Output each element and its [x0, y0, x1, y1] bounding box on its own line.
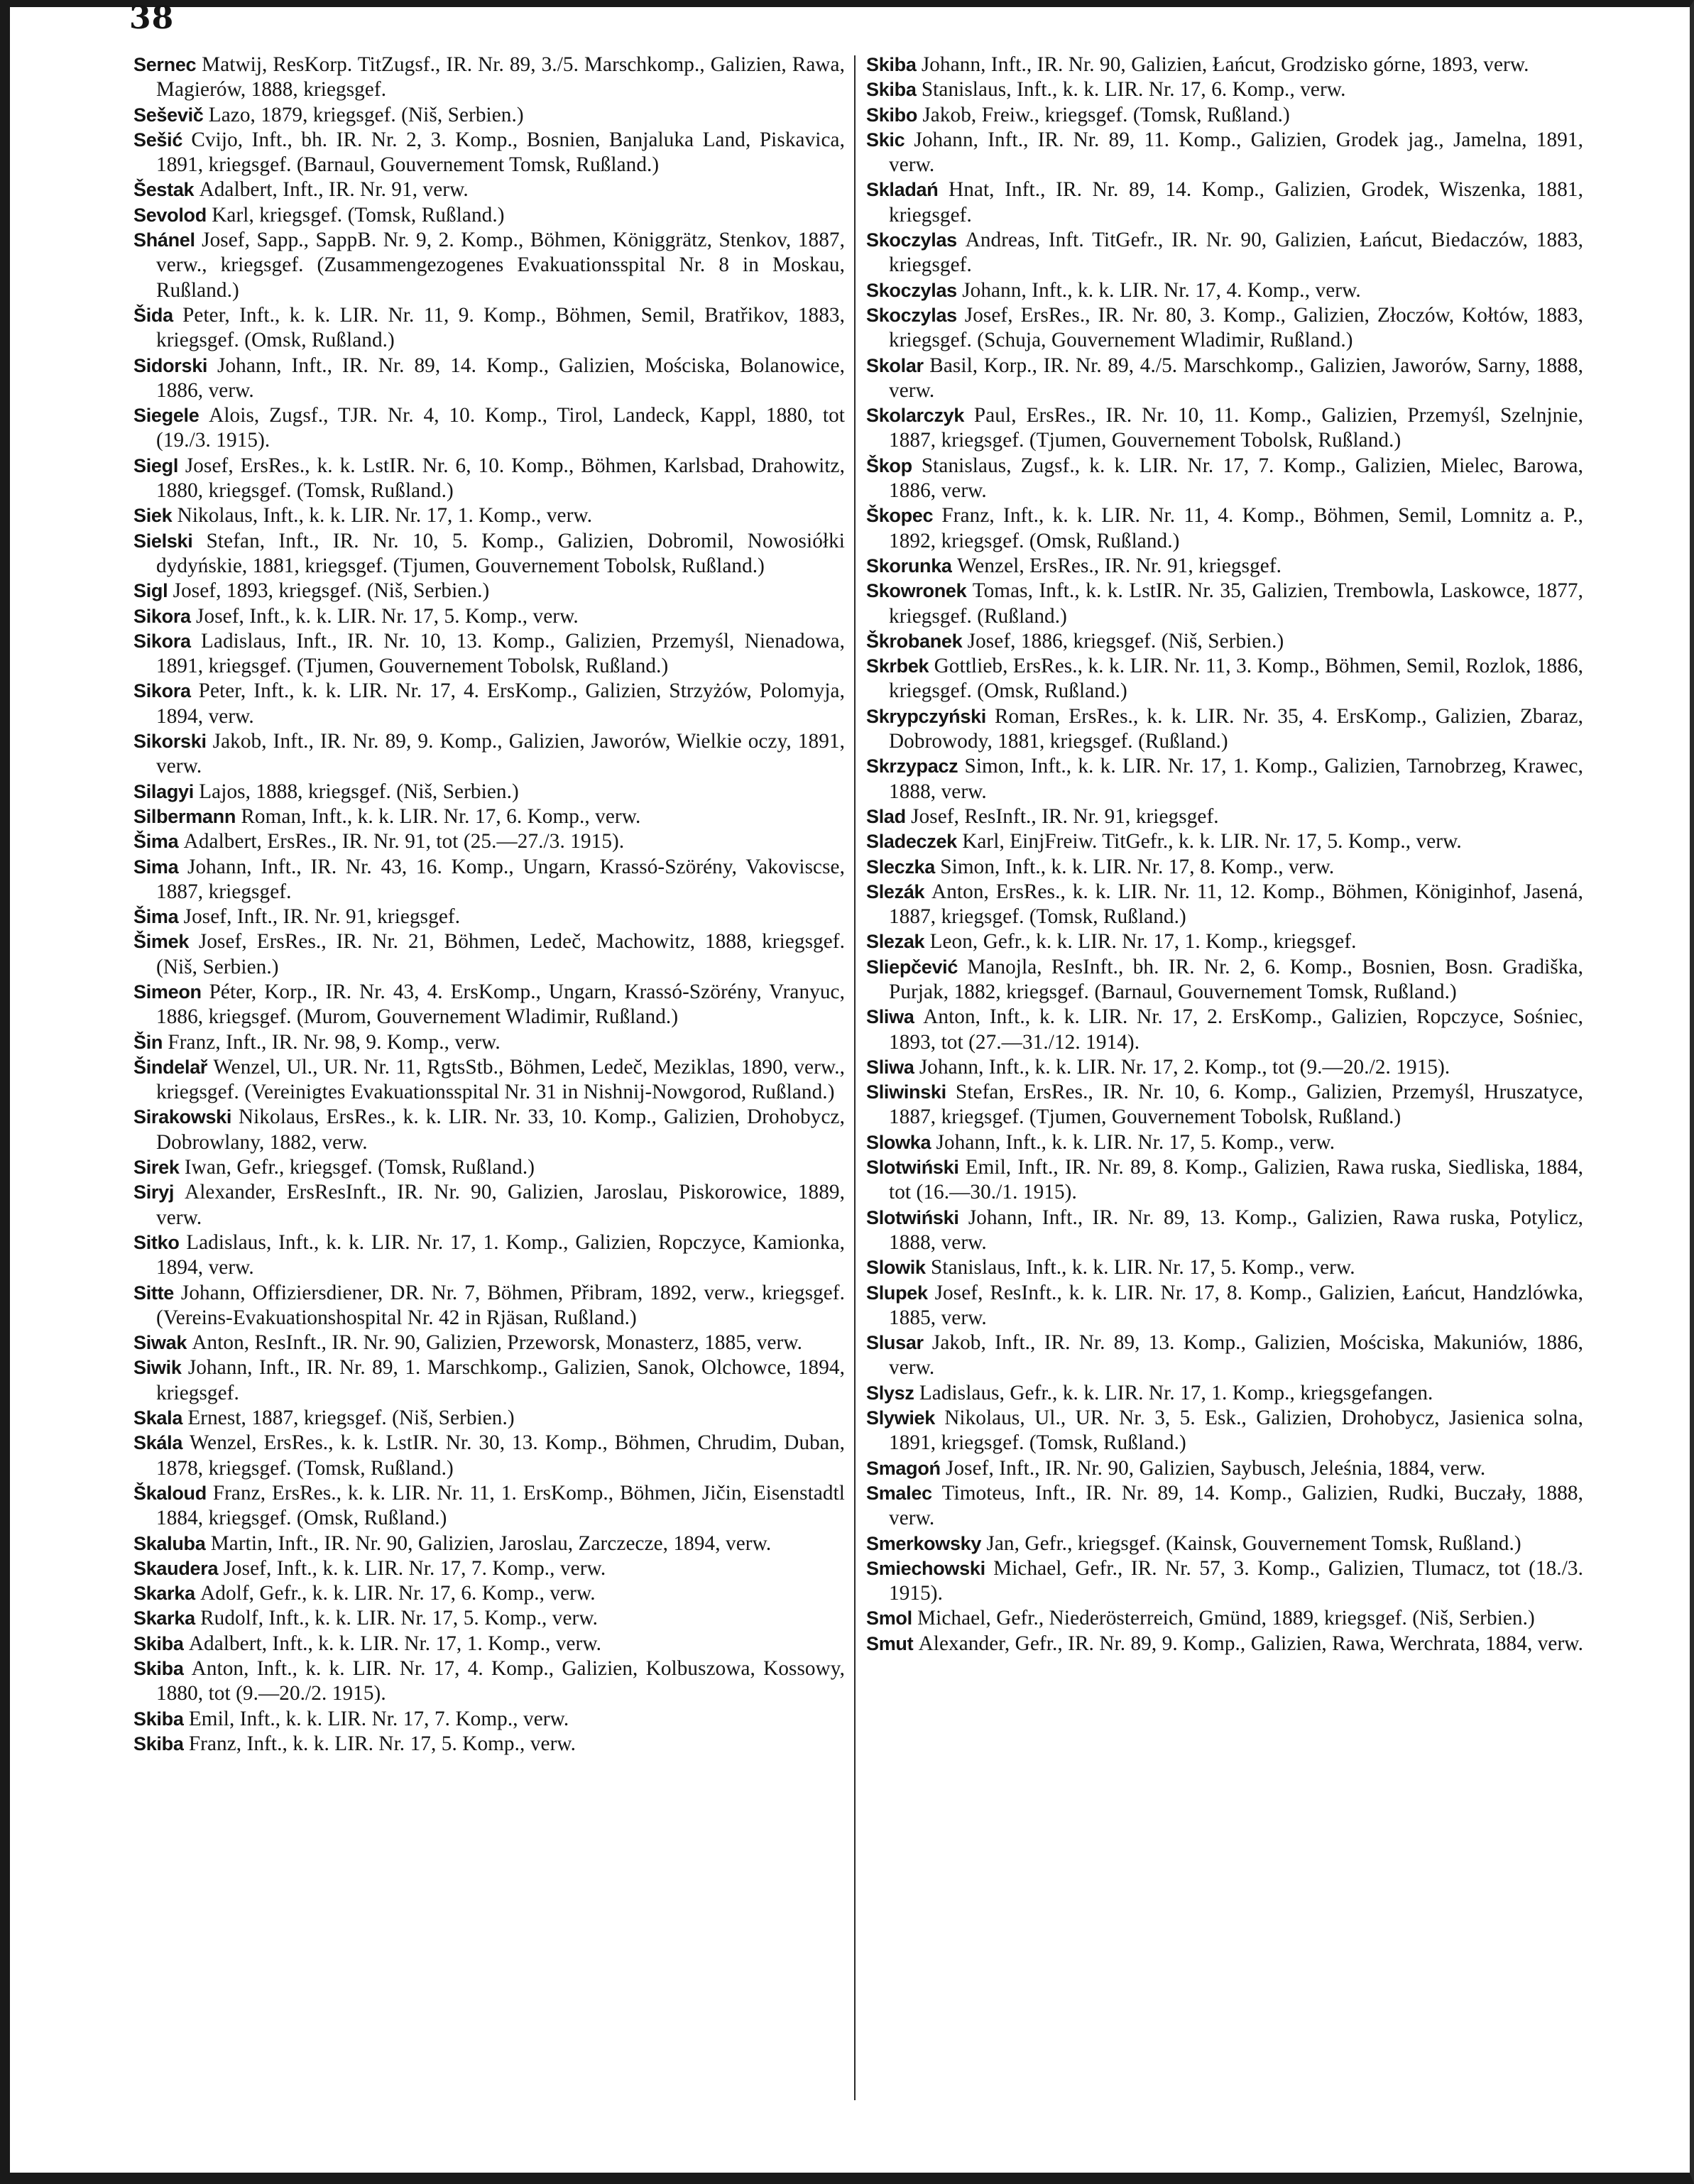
list-entry	[866, 629, 1583, 654]
entry-surname: Shánel	[133, 229, 195, 251]
list-entry	[866, 880, 1583, 930]
entry-surname: Skarka	[133, 1607, 195, 1629]
list-entry	[133, 1481, 845, 1531]
list-entry	[866, 829, 1583, 854]
entry-surname: Slusar	[866, 1332, 924, 1354]
column-divider	[854, 55, 856, 2100]
list-entry	[866, 1456, 1583, 1481]
entry-details: Ladislaus, Inft., k. k. LIR. Nr. 17, 1. Komp., Galizien, Ropczyce, Kamionka, 1894, verw.	[156, 1230, 845, 1279]
entry-details: Roman, Inft., k. k. LIR. Nr. 17, 6. Komp., verw.	[241, 804, 641, 828]
entry-surname: Sliepčević	[866, 956, 958, 978]
entry-details: Péter, Korp., IR. Nr. 43, 4. ErsKomp., Ungarn, Krassó-Szörény, Vranyuc, 1886, kriegsgef. (Murom, Gouvernement Wladimir, Rußland.)	[156, 980, 845, 1029]
entry-details: Michael, Gefr., IR. Nr. 57, 3. Komp., Galizien, Tlumacz, tot (18./3. 1915).	[889, 1556, 1583, 1605]
entry-surname: Sikora	[133, 605, 191, 627]
entry-surname: Siegl	[133, 454, 179, 476]
entry-details: Franz, ErsRes., k. k. LIR. Nr. 11, 1. ErsKomp., Böhmen, Jičin, Eisenstadtl 1884, kriegsgef. (Omsk, Rußland.)	[156, 1481, 846, 1530]
entry-details: Johann, Inft., k. k. LIR. Nr. 17, 2. Komp., tot (9.—20./2. 1915).	[919, 1055, 1450, 1079]
entry-details: Michael, Gefr., Niederösterreich, Gmünd, 1889, kriegsgef. (Niš, Serbien.)	[917, 1607, 1535, 1630]
entry-surname: Sigl	[133, 580, 168, 602]
entry-surname: Šida	[133, 304, 173, 326]
entry-surname: Smiechowski	[866, 1557, 985, 1579]
entry-surname: Sitko	[133, 1231, 180, 1253]
entry-details: Adalbert, Inft., IR. Nr. 91, verw.	[199, 178, 469, 202]
entry-surname: Šestak	[133, 179, 195, 201]
entry-details: Nikolaus, Ul., UR. Nr. 3, 5. Esk., Galizien, Drohobycz, Jasienica solna, 1891, kriegsgef. (Tomsk, Rußland.)	[889, 1407, 1584, 1455]
list-entry	[133, 1030, 845, 1055]
entry-details: Adalbert, ErsRes., IR. Nr. 91, tot (25.—27./3. 1915).	[183, 830, 625, 853]
entry-details: Josef, ErsRes., IR. Nr. 21, Böhmen, Ledeč, Machowitz, 1888, kriegsgef. (Niš, Serbien.)	[156, 930, 845, 978]
entry-details: Johann, Inft., IR. Nr. 89, 13. Komp., Galizien, Rawa ruska, Potylicz, 1888, verw.	[889, 1206, 1583, 1254]
entry-surname: Slad	[866, 805, 906, 827]
entry-surname: Skorunka	[866, 555, 952, 577]
entry-surname: Slotwiński	[866, 1157, 959, 1179]
entry-details: Josef, ResInft., k. k. LIR. Nr. 17, 8. Komp., Galizien, Łańcut, Handzlówka, 1885, verw.	[889, 1281, 1583, 1329]
list-entry	[133, 128, 845, 178]
entry-details: Matwij, ResKorp. TitZugsf., IR. Nr. 89, 3./5. Marschkomp., Galizien, Rawa, Magierów, 1888, kriegsgef.	[156, 53, 846, 102]
list-entry	[133, 103, 845, 128]
list-entry	[866, 1406, 1583, 1456]
entry-surname: Siryj	[133, 1181, 175, 1203]
entry-surname: Skiba	[866, 79, 917, 101]
entry-details: Wenzel, ErsRes., IR. Nr. 91, kriegsgef.	[956, 554, 1282, 577]
list-entry	[133, 905, 845, 929]
entry-details: Franz, Inft., k. k. LIR. Nr. 17, 5. Komp., verw.	[188, 1732, 576, 1755]
entry-surname: Skarka	[133, 1583, 195, 1605]
entry-surname: Skrzypacz	[866, 755, 958, 777]
entry-surname: Sidorski	[133, 354, 208, 376]
list-entry	[866, 178, 1583, 228]
entry-details: Basil, Korp., IR. Nr. 89, 4./5. Marschkomp., Galizien, Jaworów, Sarny, 1888, verw.	[889, 354, 1584, 402]
entry-details: Stanislaus, Inft., k. k. LIR. Nr. 17, 6. Komp., verw.	[921, 78, 1346, 102]
entry-surname: Slotwiński	[866, 1206, 959, 1228]
entry-surname: Skoczylas	[866, 279, 957, 301]
list-entry	[133, 1230, 845, 1281]
entry-details: Johann, Inft., IR. Nr. 90, Galizien, Łańcut, Grodzisko górne, 1893, verw.	[921, 53, 1529, 76]
list-entry	[866, 103, 1583, 128]
entry-details: Franz, Inft., k. k. LIR. Nr. 11, 4. Komp., Böhmen, Semil, Lomnitz a. P., 1892, kriegsgef. (Omsk, Rußland.)	[889, 504, 1584, 552]
entry-surname: Skiba	[866, 54, 917, 75]
entry-details: Jakob, Inft., IR. Nr. 89, 9. Komp., Galizien, Jaworów, Wielkie oczy, 1891, verw.	[156, 730, 846, 778]
entry-details: Josef, Inft., IR. Nr. 90, Galizien, Saybusch, Jeleśnia, 1884, verw.	[946, 1456, 1486, 1480]
list-entry	[866, 554, 1583, 579]
entry-surname: Siegele	[133, 405, 200, 427]
entry-surname: Sikora	[133, 680, 191, 702]
list-entry	[866, 1531, 1583, 1556]
entry-surname: Škrobanek	[866, 630, 963, 652]
entry-details: Johann, Inft., IR. Nr. 89, 14. Komp., Galizien, Mościska, Bolanowice, 1886, verw.	[156, 354, 845, 402]
list-entry	[866, 804, 1583, 829]
list-entry	[133, 454, 845, 504]
entry-details: Simon, Inft., k. k. LIR. Nr. 17, 8. Komp., verw.	[940, 855, 1335, 878]
list-entry	[133, 1281, 845, 1331]
list-entry	[133, 203, 845, 228]
entry-details: Jakob, Inft., IR. Nr. 89, 13. Komp., Galizien, Mościska, Makuniów, 1886, verw.	[889, 1331, 1583, 1380]
entry-surname: Slowka	[866, 1131, 931, 1153]
entry-surname: Skoczylas	[866, 304, 957, 326]
entry-surname: Skrbek	[866, 655, 929, 677]
entry-details: Anton, ResInft., IR. Nr. 90, Galizien, Przeworsk, Monasterz, 1885, verw.	[192, 1331, 803, 1355]
entry-details: Alois, Zugsf., TJR. Nr. 4, 10. Komp., Tirol, Landeck, Kappl, 1880, tot (19./3. 1915).	[156, 404, 846, 452]
entry-surname: Šima	[133, 831, 179, 853]
list-entry	[133, 53, 845, 103]
list-entry	[866, 1206, 1583, 1256]
list-entry	[866, 1281, 1583, 1331]
entry-surname: Slysz	[866, 1382, 914, 1404]
entry-surname: Skala	[133, 1407, 183, 1429]
entry-details: Ladislaus, Inft., IR. Nr. 10, 13. Komp., Galizien, Przemyśl, Nienadowa, 1891, kriegsgef. (Tjumen, Gouvernement Tobolsk, Rußland.)	[156, 629, 845, 678]
list-entry	[133, 1180, 845, 1230]
entry-surname: Slezák	[866, 880, 925, 902]
list-entry	[133, 403, 845, 454]
entry-details: Karl, kriegsgef. (Tomsk, Rußland.)	[212, 203, 505, 226]
entry-surname: Skolarczyk	[866, 405, 965, 427]
entry-surname: Šimek	[133, 931, 190, 953]
entry-details: Josef, ErsRes., k. k. LstIR. Nr. 6, 10. Komp., Böhmen, Karlsbad, Drahowitz, 1880, kriegsgef. (Tomsk, Rußland.)	[156, 454, 845, 503]
list-entry	[133, 829, 845, 854]
list-entry	[133, 1556, 845, 1581]
entry-surname: Skowronek	[866, 580, 967, 602]
entry-details: Johann, Inft., k. k. LIR. Nr. 17, 5. Komp., verw.	[936, 1130, 1335, 1154]
entry-details: Hnat, Inft., IR. Nr. 89, 14. Komp., Galizien, Grodek, Wiszenka, 1881, kriegsgef.	[889, 178, 1584, 226]
list-entry	[133, 1406, 845, 1431]
entry-details: Stefan, ErsRes., IR. Nr. 10, 6. Komp., Galizien, Przemyśl, Hruszatyce, 1887, kriegsgef. (Tjumen, Gouvernement Tobolsk, Rußland.)	[889, 1081, 1584, 1129]
entry-surname: Sevolod	[133, 204, 207, 226]
list-entry	[133, 1055, 845, 1105]
entry-surname: Smol	[866, 1607, 912, 1629]
list-entry	[133, 604, 845, 629]
list-entry	[133, 780, 845, 804]
list-entry	[866, 579, 1583, 629]
entry-details: Karl, EinjFreiw. TitGefr., k. k. LIR. Nr. 17, 5. Komp., verw.	[962, 830, 1462, 853]
list-entry	[866, 77, 1583, 102]
list-entry	[866, 1381, 1583, 1406]
entry-details: Emil, Inft., k. k. LIR. Nr. 17, 7. Komp., verw.	[188, 1707, 569, 1730]
entry-details: Peter, Inft., k. k. LIR. Nr. 11, 9. Komp., Böhmen, Semil, Bratřikov, 1883, kriegsgef. (Omsk, Rußland.)	[156, 303, 845, 352]
entry-details: Alexander, Gefr., IR. Nr. 89, 9. Komp., Galizien, Rawa, Werchrata, 1884, verw.	[918, 1632, 1583, 1655]
list-entry	[866, 1331, 1583, 1381]
entry-surname: Smerkowsky	[866, 1532, 982, 1554]
entry-surname: Slywiek	[866, 1407, 935, 1429]
entry-details: Stanislaus, Inft., k. k. LIR. Nr. 17, 5. Komp., verw.	[931, 1256, 1355, 1279]
list-entry	[866, 454, 1583, 504]
list-entry	[866, 855, 1583, 880]
list-entry	[866, 303, 1583, 354]
list-entry	[133, 1632, 845, 1656]
list-entry	[866, 1556, 1583, 1607]
list-entry	[133, 729, 845, 780]
entry-surname: Skiba	[133, 1658, 184, 1679]
list-entry	[866, 228, 1583, 278]
entry-surname: Skaudera	[133, 1557, 219, 1579]
entry-surname: Skrypczyński	[866, 705, 986, 727]
entry-details: Stefan, Inft., IR. Nr. 10, 5. Komp., Galizien, Dobromil, Nowosiółki dydyńskie, 1881, kriegsgef. (Tjumen, Gouvernement Tobolsk, Rußland.)	[156, 529, 845, 577]
entry-details: Johann, Inft., k. k. LIR. Nr. 17, 4. Komp., verw.	[962, 278, 1361, 302]
entry-surname: Sešić	[133, 129, 183, 151]
page-number: 38	[129, 0, 175, 36]
entry-details: Cvijo, Inft., bh. IR. Nr. 2, 3. Komp., Bosnien, Banjaluka Land, Piskavica, 1891, kriegsgef. (Barnaul, Gouvernement Tomsk, Rußland.)	[156, 128, 845, 177]
entry-details: Johann, Inft., IR. Nr. 89, 11. Komp., Galizien, Grodek jag., Jamelna, 1891, verw.	[889, 128, 1584, 177]
entry-details: Nikolaus, Inft., k. k. LIR. Nr. 17, 1. Komp., verw.	[177, 504, 593, 528]
list-entry	[133, 1581, 845, 1606]
entry-details: Iwan, Gefr., kriegsgef. (Tomsk, Rußland.)	[184, 1156, 535, 1179]
entry-surname: Siwik	[133, 1357, 182, 1379]
entry-surname: Sirakowski	[133, 1106, 232, 1128]
entry-details: Johann, Inft., IR. Nr. 89, 1. Marschkomp., Galizien, Sanok, Olchowce, 1894, kriegsgef.	[156, 1356, 846, 1404]
entry-details: Gottlieb, ErsRes., k. k. LIR. Nr. 11, 3. Komp., Böhmen, Semil, Rozlok, 1886, kriegsgef. (Omsk, Rußland.)	[889, 655, 1583, 703]
entry-surname: Skála	[133, 1432, 183, 1454]
entry-surname: Sirek	[133, 1157, 180, 1179]
list-entry	[133, 1732, 845, 1757]
entry-surname: Skiba	[133, 1732, 184, 1754]
entry-surname: Sikorski	[133, 731, 207, 753]
list-entry	[133, 1707, 845, 1732]
list-entry	[133, 228, 845, 303]
entry-surname: Sliwinski	[866, 1081, 946, 1103]
right-column	[866, 53, 1583, 1656]
entry-details: Simon, Inft., k. k. LIR. Nr. 17, 1. Komp., Galizien, Tarnobrzeg, Krawec, 1888, verw.	[889, 755, 1584, 803]
list-entry	[866, 1130, 1583, 1155]
list-entry	[133, 1531, 845, 1556]
list-entry	[866, 354, 1583, 404]
entry-surname: Skladań	[866, 179, 939, 201]
left-column	[133, 53, 845, 1757]
list-entry	[133, 1431, 845, 1481]
entry-surname: Sima	[133, 856, 179, 878]
entry-details: Alexander, ErsResInft., IR. Nr. 90, Galizien, Jaroslau, Piskorowice, 1889, verw.	[156, 1181, 846, 1229]
list-entry	[133, 1105, 845, 1155]
entry-surname: Smalec	[866, 1482, 932, 1504]
entry-details: Lazo, 1879, kriegsgef. (Niš, Serbien.)	[208, 103, 524, 126]
list-entry	[133, 529, 845, 579]
entry-details: Leon, Gefr., k. k. LIR. Nr. 17, 1. Komp., kriegsgef.	[929, 930, 1357, 954]
entry-surname: Škopec	[866, 505, 934, 527]
entry-details: Ladislaus, Gefr., k. k. LIR. Nr. 17, 1. Komp., kriegsgefangen.	[919, 1381, 1433, 1404]
entry-details: Josef, 1893, kriegsgef. (Niš, Serbien.)	[173, 579, 490, 603]
entry-surname: Slezak	[866, 931, 925, 953]
list-entry	[866, 1055, 1583, 1080]
list-entry	[866, 403, 1583, 454]
entry-details: Stanislaus, Zugsf., k. k. LIR. Nr. 17, 7. Komp., Galizien, Mielec, Barowa, 1886, verw.	[889, 454, 1583, 503]
entry-details: Jan, Gefr., kriegsgef. (Kainsk, Gouvernement Tomsk, Rußland.)	[986, 1531, 1521, 1555]
entry-surname: Slupek	[866, 1282, 928, 1304]
entry-details: Josef, Inft., k. k. LIR. Nr. 17, 7. Komp., verw.	[223, 1556, 606, 1580]
list-entry	[133, 303, 845, 354]
entry-surname: Sielski	[133, 530, 193, 552]
entry-details: Johann, Offiziersdiener, DR. Nr. 7, Böhmen, Přibram, 1892, verw., kriegsgef. (Vereins-Evakuationshospital Nr. 42 in Rjäsan, Rußland.)	[156, 1281, 846, 1329]
entry-details: Rudolf, Inft., k. k. LIR. Nr. 17, 5. Komp., verw.	[200, 1607, 599, 1630]
entry-details: Tomas, Inft., k. k. LstIR. Nr. 35, Galizien, Trembowla, Laskowce, 1877, kriegsgef. (Rußland.)	[889, 579, 1584, 628]
entry-surname: Sernec	[133, 54, 197, 75]
entry-surname: Skiba	[133, 1708, 184, 1730]
list-entry	[133, 980, 845, 1030]
entry-details: Peter, Inft., k. k. LIR. Nr. 17, 4. ErsKomp., Galizien, Strzyżów, Polomyja, 1894, verw.	[156, 679, 845, 728]
list-entry	[866, 654, 1583, 704]
entry-surname: Siek	[133, 505, 173, 527]
entry-surname: Skibo	[866, 104, 918, 126]
list-entry	[866, 1155, 1583, 1206]
entry-details: Jakob, Freiw., kriegsgef. (Tomsk, Rußland.)	[922, 103, 1290, 126]
entry-surname: Smagoń	[866, 1457, 941, 1479]
entry-details: Paul, ErsRes., IR. Nr. 10, 11. Komp., Galizien, Przemyśl, Szelnjnie, 1887, kriegsgef. (Tjumen, Gouvernement Tobolsk, Rußland.)	[889, 404, 1583, 452]
list-entry	[866, 1632, 1583, 1656]
entry-details: Andreas, Inft. TitGefr., IR. Nr. 90, Galizien, Łańcut, Biedaczów, 1883, kriegsgef.	[889, 229, 1584, 277]
list-entry	[866, 1080, 1583, 1130]
list-entry	[866, 503, 1583, 554]
entry-surname: Skic	[866, 129, 905, 151]
entry-details: Josef, Inft., IR. Nr. 91, kriegsgef.	[183, 905, 461, 929]
entry-details: Wenzel, Ul., UR. Nr. 11, RgtsStb., Böhmen, Ledeč, Meziklas, 1890, verw., kriegsgef. (Vereinigtes Evakuationsspital Nr. 31 in Nishnij-Nowgorod, Rußland.)	[156, 1055, 845, 1104]
entry-surname: Škop	[866, 454, 912, 476]
entry-surname: Silagyi	[133, 780, 194, 802]
entry-surname: Sikora	[133, 630, 191, 652]
entry-surname: Skolar	[866, 354, 924, 376]
list-entry	[133, 1155, 845, 1180]
entry-details: Johann, Inft., IR. Nr. 43, 16. Komp., Ungarn, Krassó-Szörény, Vakoviscse, 1887, kriegsgef.	[156, 855, 845, 903]
list-entry	[133, 929, 845, 980]
list-entry	[866, 278, 1583, 303]
list-entry	[866, 1606, 1583, 1631]
entry-details: Ernest, 1887, kriegsgef. (Niš, Serbien.)	[187, 1407, 515, 1430]
entry-surname: Sliwa	[866, 1006, 914, 1028]
list-entry	[133, 1331, 845, 1355]
entry-details: Adalbert, Inft., k. k. LIR. Nr. 17, 1. Komp., verw.	[188, 1632, 602, 1655]
list-entry	[133, 1656, 845, 1707]
entry-surname: Skoczylas	[866, 229, 957, 251]
entry-surname: Seševič	[133, 104, 204, 126]
entry-surname: Šindelař	[133, 1056, 208, 1078]
entry-surname: Smut	[866, 1632, 914, 1654]
list-entry	[866, 704, 1583, 755]
entry-details: Nikolaus, ErsRes., k. k. LIR. Nr. 33, 10. Komp., Galizien, Drohobycz, Dobrowlany, 1882, verw.	[156, 1105, 845, 1154]
entry-surname: Skiba	[133, 1632, 184, 1654]
list-entry	[866, 955, 1583, 1005]
list-entry	[866, 1005, 1583, 1055]
list-entry	[133, 629, 845, 679]
entry-surname: Sitte	[133, 1282, 175, 1304]
entry-details: Josef, Sapp., SappB. Nr. 9, 2. Komp., Böhmen, Königgrätz, Stenkov, 1887, verw., kriegsgef. (Zusammengezogenes Evakuationsspital Nr. 8 in Moskau, Rußland.)	[156, 229, 845, 302]
entry-details: Josef, 1886, kriegsgef. (Niš, Serbien.)	[967, 629, 1284, 653]
entry-details: Lajos, 1888, kriegsgef. (Niš, Serbien.)	[199, 780, 519, 803]
list-entry	[133, 804, 845, 829]
list-entry	[866, 1481, 1583, 1531]
list-entry	[133, 1606, 845, 1631]
entry-surname: Sladeczek	[866, 831, 957, 853]
list-entry	[133, 503, 845, 528]
entry-details: Timoteus, Inft., IR. Nr. 89, 14. Komp., Galizien, Rudki, Buczały, 1888, verw.	[889, 1481, 1584, 1530]
entry-surname: Sleczka	[866, 856, 935, 878]
list-entry	[866, 754, 1583, 804]
entry-details: Adolf, Gefr., k. k. LIR. Nr. 17, 6. Komp., verw.	[200, 1582, 596, 1605]
entry-details: Anton, ErsRes., k. k. LIR. Nr. 11, 12. Komp., Böhmen, Königinhof, Jasená, 1887, kriegsgef. (Tomsk, Rußland.)	[889, 880, 1583, 929]
entry-details: Roman, ErsRes., k. k. LIR. Nr. 35, 4. ErsKomp., Galizien, Zbaraz, Dobrowody, 1881, kriegsgef. (Rußland.)	[889, 704, 1584, 753]
entry-details: Anton, Inft., k. k. LIR. Nr. 17, 2. ErsKomp., Galizien, Ropczyce, Sośniec, 1893, tot (27.—31./12. 1914).	[889, 1005, 1583, 1054]
list-entry	[133, 855, 845, 905]
list-entry	[133, 579, 845, 604]
list-entry	[133, 679, 845, 729]
entry-details: Wenzel, ErsRes., k. k. LstIR. Nr. 30, 13. Komp., Böhmen, Chrudim, Duban, 1878, kriegsgef. (Tomsk, Rußland.)	[156, 1431, 846, 1480]
entry-details: Josef, ResInft., IR. Nr. 91, kriegsgef.	[911, 804, 1219, 828]
entry-details: Emil, Inft., IR. Nr. 89, 8. Komp., Galizien, Rawa ruska, Siedliska, 1884, tot (16.—30./1. 1915).	[889, 1156, 1584, 1204]
entry-details: Josef, ErsRes., IR. Nr. 80, 3. Komp., Galizien, Złoczów, Kołtów, 1883, kriegsgef. (Schuja, Gouvernement Wladimir, Rußland.)	[889, 303, 1584, 352]
entry-details: Anton, Inft., k. k. LIR. Nr. 17, 4. Komp., Galizien, Kolbuszowa, Kossowy, 1880, tot (9.—20./2. 1915).	[156, 1657, 845, 1705]
entry-surname: Skaluba	[133, 1532, 206, 1554]
entry-surname: Škaloud	[133, 1482, 207, 1504]
entry-surname: Šin	[133, 1031, 163, 1053]
entry-surname: Siwak	[133, 1332, 187, 1354]
list-entry	[866, 128, 1583, 178]
list-entry	[866, 1255, 1583, 1280]
list-entry	[133, 354, 845, 404]
entry-details: Franz, Inft., IR. Nr. 98, 9. Komp., verw.	[168, 1030, 501, 1054]
entry-details: Martin, Inft., IR. Nr. 90, Galizien, Jaroslau, Zarczecze, 1894, verw.	[210, 1531, 772, 1555]
entry-surname: Slowik	[866, 1257, 926, 1279]
entry-surname: Simeon	[133, 981, 202, 1003]
entry-surname: Sliwa	[866, 1056, 914, 1078]
list-entry	[866, 929, 1583, 954]
entry-details: Josef, Inft., k. k. LIR. Nr. 17, 5. Komp., verw.	[196, 604, 579, 628]
list-entry	[866, 53, 1583, 77]
list-entry	[133, 178, 845, 202]
entry-surname: Silbermann	[133, 805, 236, 827]
entry-surname: Šima	[133, 906, 179, 928]
entry-details: Manojla, ResInft., bh. IR. Nr. 2, 6. Komp., Bosnien, Bosn. Gradiška, Purjak, 1882, kriegsgef. (Barnaul, Gouvernement Tomsk, Rußland.)	[889, 955, 1584, 1003]
list-entry	[133, 1355, 845, 1406]
